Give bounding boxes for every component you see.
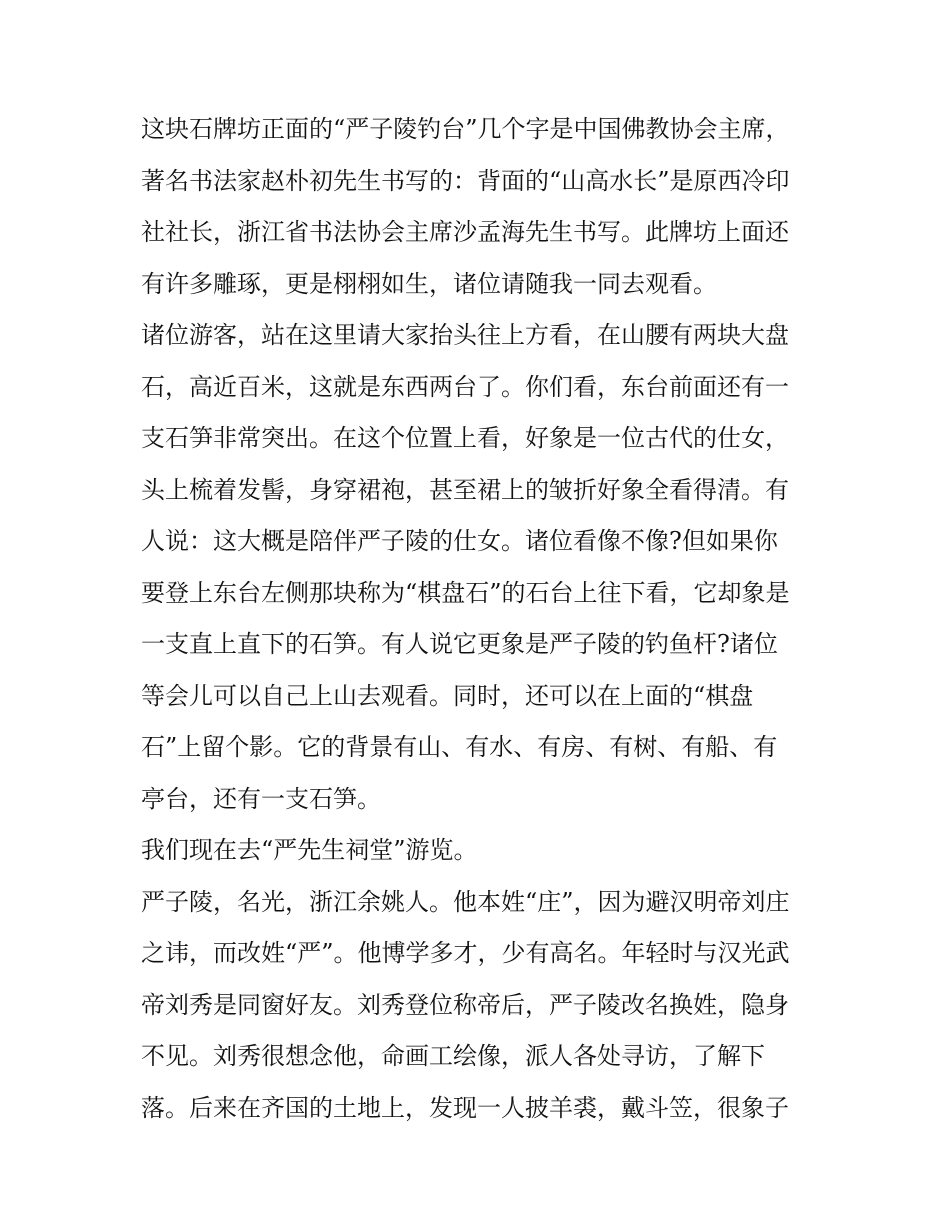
- body-text: [141, 104, 821, 1134]
- text-line: 不见。刘秀很想念他，命画工绘像，派人各处寻访，了解下: [141, 1042, 765, 1070]
- text-line: 著名书法家赵朴初先生书写的：背面的“山高水长”是原西冷印: [141, 166, 790, 195]
- text-line: 头上梳着发髻，身穿裙袍，甚至裙上的皱折好象全看得清。有: [141, 475, 789, 504]
- text-line: 石，高近百米，这就是东西两台了。你们看，东台前面还有一: [141, 372, 789, 401]
- text-line: 之讳，而改姓“严”。他博学多才，少有高名。年轻时与汉光武: [141, 939, 790, 967]
- text-line: 石”上留个影。它的背景有山、有水、有房、有树、有船、有: [141, 733, 778, 761]
- text-line: 有许多雕琢，更是栩栩如生，诸位请随我一同去观看。: [141, 269, 717, 298]
- text-line: 支石笋非常突出。在这个位置上看，好象是一位古代的仕女，: [141, 424, 789, 452]
- text-line: 帝刘秀是同窗好友。刘秀登位称帝后，严子陵改名换姓，隐身: [141, 990, 789, 1019]
- text-line: 社社长，浙江省书法协会主席沙孟海先生书写。此牌坊上面还: [141, 218, 789, 246]
- text-line: 要登上东台左侧那块称为“棋盘石”的石台上往下看，它却象是: [141, 578, 790, 607]
- text-line: 人说：这大概是陪伴严子陵的仕女。诸位看像不像?但如果你: [141, 527, 778, 555]
- text-line: 诸位游客，站在这里请大家抬头往上方看，在山腰有两块大盘: [141, 321, 789, 349]
- text-line: 一支直上直下的石笋。有人说它更象是严子陵的钓鱼杆?诸位: [141, 630, 778, 658]
- text-line: 亭台，还有一支石笋。: [141, 784, 381, 813]
- text-line: 严子陵，名光，浙江余姚人。他本姓“庄”，因为避汉明帝刘庄: [141, 887, 790, 916]
- text-line: 我们现在去“严先生祠堂”游览。: [141, 836, 478, 864]
- text-line: 等会儿可以自己上山去观看。同时，还可以在上面的“棋盘: [141, 681, 754, 710]
- text-line: 这块石牌坊正面的“严子陵钓台”几个字是中国佛教协会主席，: [141, 115, 790, 143]
- text-line: 落。后来在齐国的土地上，发现一人披羊裘，戴斗笠，很象子: [141, 1093, 789, 1122]
